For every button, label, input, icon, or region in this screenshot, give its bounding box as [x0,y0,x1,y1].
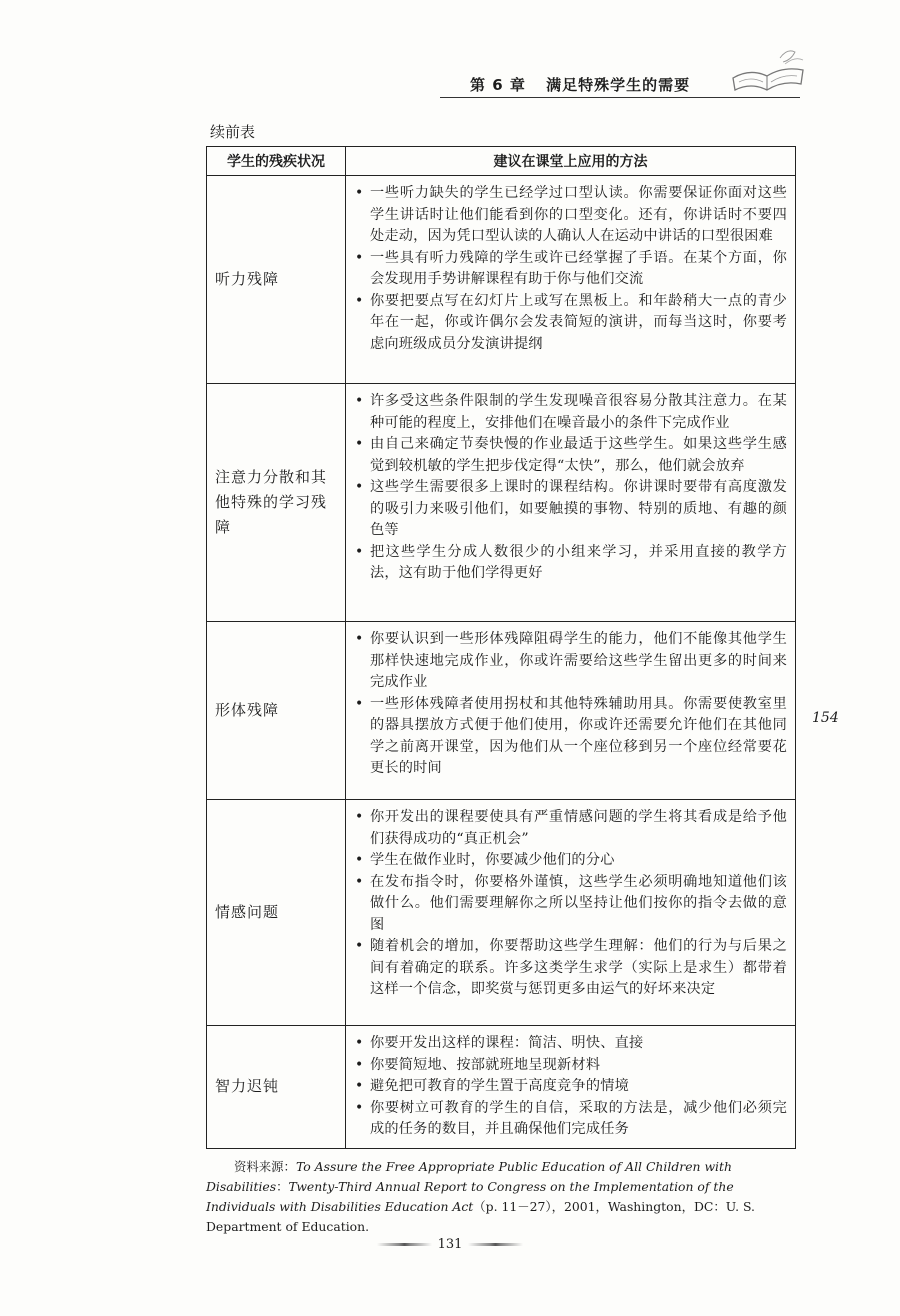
methods-cell [346,622,796,800]
page-footer [0,1237,900,1252]
methods-column-header: 建议在课堂上应用的方法 [346,147,796,176]
methods-cell [346,800,796,1026]
method-item: • 在发布指令时，你要格外谨慎，这些学生必须明确地知道他们该做什么。他们需要理解你之所以坚持让他们按你的指令去做的意图 [352,872,787,937]
method-item: • 你开发出的课程要使具有严重情感问题的学生将其看成是给予他们获得成功的“真正机会” [352,807,787,850]
condition-cell: 智力迟钝 [207,1026,346,1149]
method-item: • 这些学生需要很多上课时的课程结构。你讲课时要带有高度激发的吸引力来吸引他们，如要触摸的事物、特别的质地、有趣的颜色等 [352,477,787,542]
page-number: 131 [437,1237,463,1252]
table-row [207,176,796,384]
methods-cell [346,384,796,622]
table-row [207,1026,796,1149]
side-page-number: 154 [812,710,839,726]
method-item: • 把这些学生分成人数很少的小组来学习，并采用直接的教学方法，这有助于他们学得更好 [352,542,787,585]
chapter-number: 第 6 章 [470,76,526,94]
right-ornament [468,1243,523,1246]
method-item: • 避免把可教育的学生置于高度竞争的情境 [352,1076,787,1098]
source-separator: ： [276,1179,289,1194]
condition-column-header: 学生的残疾状况 [207,147,346,176]
condition-cell: 听力残障 [207,176,346,384]
source-prefix: 资料来源： [234,1159,296,1174]
accommodations-table [206,146,796,1149]
condition-cell: 情感问题 [207,800,346,1026]
continued-label: 续前表 [210,123,256,141]
method-item: • 由自己来确定节奏快慢的作业最适于这些学生。如果这些学生感觉到较机敏的学生把步伐定得“太快”，那么，他们就会放弃 [352,434,787,477]
chapter-title: 满足特殊学生的需要 [546,76,691,94]
method-item: • 你要简短地、按部就班地呈现新材料 [352,1055,787,1077]
source-note [206,1157,796,1237]
running-header [470,74,730,95]
method-item: • 许多受这些条件限制的学生发现噪音很容易分散其注意力。在某种可能的程度上，安排他们在噪音最小的条件下完成作业 [352,391,787,434]
method-item: • 学生在做作业时，你要减少他们的分心 [352,850,787,872]
method-item: • 你要开发出这样的课程：简洁、明快、直接 [352,1033,787,1055]
methods-cell [346,1026,796,1149]
condition-cell: 形体残障 [207,622,346,800]
method-item: • 你要认识到一些形体残障阻碍学生的能力，他们不能像其他学生那样快速地完成作业，你或许需要给这些学生留出更多的时间来完成作业 [352,629,787,694]
method-item: • 你要把要点写在幻灯片上或写在黑板上。和年龄稍大一点的青少年在一起，你或许偶尔会发表简短的演讲，而每当这时，你要考虑向班级成员分发演讲提纲 [352,291,787,356]
method-item: • 一些具有听力残障的学生或许已经掌握了手语。在某个方面，你会发现用手势讲解课程有助于你与他们交流 [352,248,787,291]
method-item: • 随着机会的增加，你要帮助这些学生理解：他们的行为与后果之间有着确定的联系。许多这类学生求学（实际上是求生）都带着这样一个信念，即奖赏与惩罚更多由运气的好坏来决定 [352,936,787,1001]
left-ornament [377,1243,432,1246]
method-item: • 一些听力缺失的学生已经学过口型认读。你需要保证你面对这些学生讲话时让他们能看到你的口型变化。还有，你讲话时不要四处走动，因为凭口型认读的人确认人在运动中讲话的口型很困难 [352,183,787,248]
condition-cell: 注意力分散和其他特殊的学习残障 [207,384,346,622]
table-row [207,622,796,800]
table-row [207,384,796,622]
table-row [207,800,796,1026]
source-title: To Assure the Free Appropriate Public Education of All Children with Disabilities [206,1159,732,1194]
methods-cell [346,176,796,384]
method-item: • 你要树立可教育的学生的自信，采取的方法是，减少他们必须完成的任务的数目，并且确保他们完成任务 [352,1098,787,1141]
table-header-row [207,147,796,176]
source-report-title: Twenty-Third Annual Report to Congress on the Implementation of the Individuals with Disabilities Education Act [206,1179,734,1214]
source-citation: （p. 11－27），2001，Washington，DC：U. S. Department of Education. [206,1199,755,1234]
open-book-icon [725,40,810,100]
method-item: • 一些形体残障者使用拐杖和其他特殊辅助用具。你需要使教室里的器具摆放方式便于他们使用，你或许还需要允许他们在其他同学之前离开课堂，因为他们从一个座位移到另一个座位经常要花更长的时间 [352,694,787,780]
